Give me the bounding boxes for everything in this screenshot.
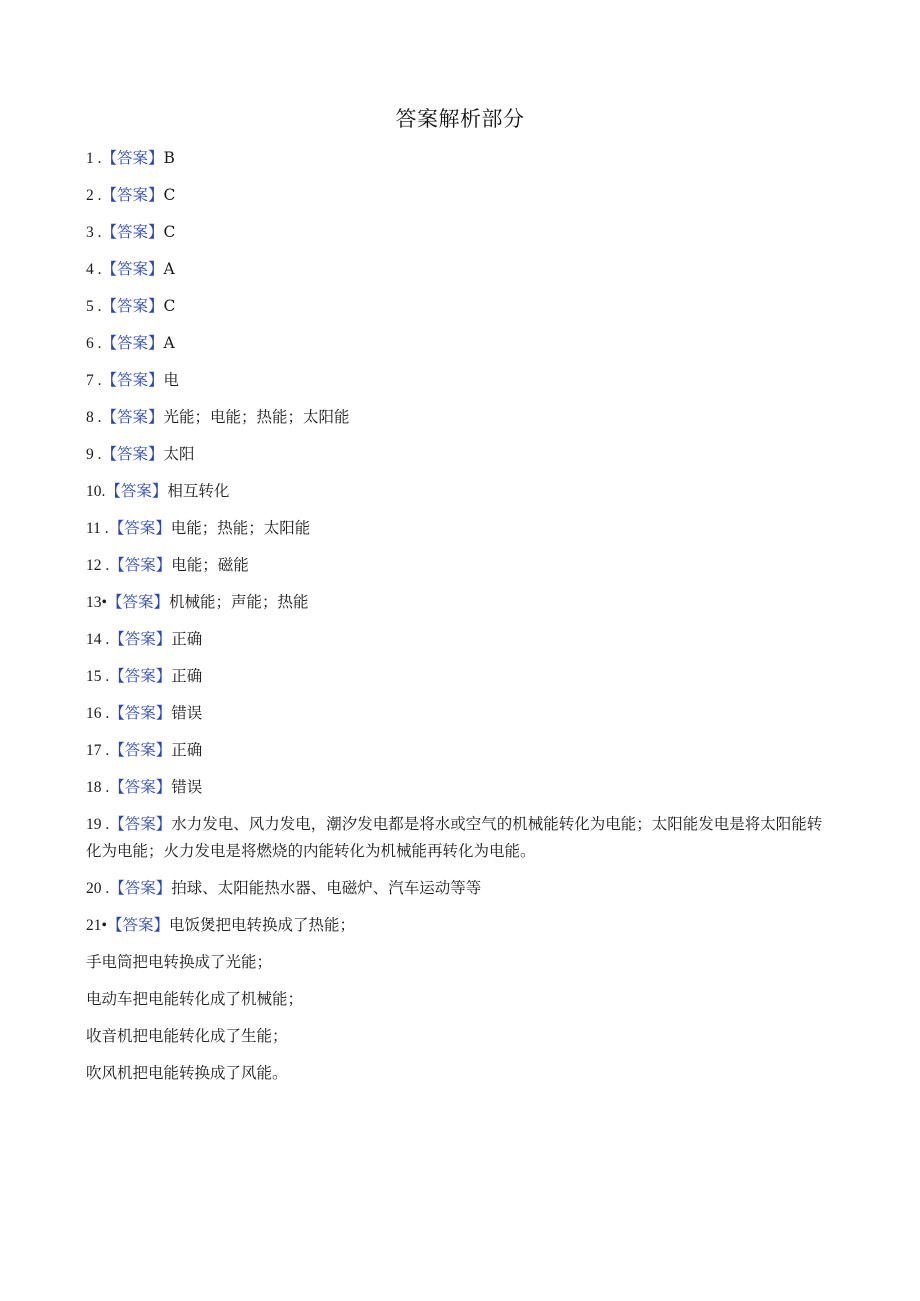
answer-text: 正确 bbox=[171, 667, 203, 685]
answer-text: 正确 bbox=[171, 741, 203, 759]
answer-text: 相互转化 bbox=[167, 482, 230, 500]
answer-label: 【答案】 bbox=[101, 445, 164, 463]
answer-number: 6 . bbox=[86, 335, 102, 352]
answer-item bbox=[86, 663, 836, 690]
answer-number: 18 . bbox=[86, 779, 110, 796]
answer-text: C bbox=[163, 186, 176, 204]
answer-label: 【答案】 bbox=[108, 519, 171, 537]
answer-item bbox=[86, 515, 836, 542]
answer-number: 8 . bbox=[86, 409, 102, 426]
answer-list bbox=[86, 145, 836, 1097]
answer-item bbox=[86, 330, 836, 357]
answer-number: 9 . bbox=[86, 446, 102, 463]
answer-item bbox=[86, 626, 836, 653]
answer-number: 2 . bbox=[86, 187, 102, 204]
answer-text: 正确 bbox=[171, 630, 203, 648]
answer-item bbox=[86, 367, 836, 394]
answer-item bbox=[86, 441, 836, 468]
answer-label: 【答案】 bbox=[101, 297, 164, 315]
answer-text: 太阳 bbox=[163, 445, 195, 463]
answer-number: 3 . bbox=[86, 224, 102, 241]
answer-item bbox=[86, 811, 836, 865]
answer-label: 【答案】 bbox=[109, 704, 172, 722]
answer-label: 【答案】 bbox=[101, 260, 164, 278]
answer-text: B bbox=[163, 149, 175, 167]
answer-number: 19 . bbox=[86, 816, 110, 833]
answer-item bbox=[86, 404, 836, 431]
answer-item bbox=[86, 256, 836, 283]
continuation-line: 手电筒把电转换成了光能； bbox=[86, 953, 273, 971]
answer-text: 电饭煲把电转换成了热能； bbox=[168, 916, 355, 934]
continuation-line: 吹风机把电能转换成了风能。 bbox=[86, 1064, 288, 1082]
answer-number: 10. bbox=[86, 483, 106, 500]
answer-text: 错误 bbox=[171, 704, 203, 722]
continuation-line: 电动车把电能转化成了机械能； bbox=[86, 990, 304, 1008]
answer-number: 16 . bbox=[86, 705, 110, 722]
answer-item bbox=[86, 182, 836, 209]
answer-number: 12 . bbox=[86, 557, 110, 574]
answer-item bbox=[86, 145, 836, 172]
answer-item bbox=[86, 219, 836, 246]
answer-number: 17 . bbox=[86, 742, 110, 759]
answer-label: 【答案】 bbox=[101, 334, 164, 352]
answer-text: A bbox=[163, 260, 175, 278]
answer-label: 【答案】 bbox=[109, 630, 172, 648]
answer-item bbox=[86, 478, 836, 505]
answer-label: 【答案】 bbox=[101, 371, 164, 389]
answer-label: 【答案】 bbox=[109, 667, 172, 685]
answer-number: 20 . bbox=[86, 880, 110, 897]
answer-text: 水力发电、风力发电，潮汐发电都是将水或空气的机械能转化为电能；太阳能发电是将太阳能转化为电能；火力发电是将燃烧的内能转化为机械能再转化为电能。 bbox=[86, 815, 823, 860]
answer-text: C bbox=[163, 297, 176, 315]
answer-item bbox=[86, 700, 836, 727]
answer-label: 【答案】 bbox=[105, 482, 168, 500]
answer-number: 14 . bbox=[86, 631, 110, 648]
answer-label: 【答案】 bbox=[109, 879, 172, 897]
answer-label: 【答案】 bbox=[109, 815, 172, 833]
answer-label: 【答案】 bbox=[101, 223, 164, 241]
answer-number: 11 . bbox=[86, 520, 109, 537]
answer-continuation bbox=[86, 949, 836, 1087]
answer-number: 21• bbox=[86, 917, 107, 934]
answer-label: 【答案】 bbox=[101, 186, 164, 204]
answer-text: 光能；电能；热能；太阳能 bbox=[163, 408, 350, 426]
answer-text: C bbox=[163, 223, 176, 241]
answer-text: 电能；热能；太阳能 bbox=[170, 519, 311, 537]
answer-text: 错误 bbox=[171, 778, 203, 796]
answer-label: 【答案】 bbox=[109, 741, 172, 759]
answer-item bbox=[86, 912, 836, 1087]
answer-item bbox=[86, 774, 836, 801]
answer-item bbox=[86, 737, 836, 764]
answer-number: 4 . bbox=[86, 261, 102, 278]
answer-item bbox=[86, 293, 836, 320]
answer-text: A bbox=[163, 334, 175, 352]
answer-label: 【答案】 bbox=[101, 149, 164, 167]
answer-item bbox=[86, 875, 836, 902]
answer-text: 电能；磁能 bbox=[171, 556, 249, 574]
answer-label: 【答案】 bbox=[109, 778, 172, 796]
page-title: 答案解析部分 bbox=[395, 107, 525, 131]
answer-label: 【答案】 bbox=[106, 593, 169, 611]
answer-item bbox=[86, 589, 836, 616]
answer-text: 机械能；声能；热能 bbox=[168, 593, 309, 611]
answer-item bbox=[86, 552, 836, 579]
answer-text: 电 bbox=[163, 371, 180, 389]
answer-number: 7 . bbox=[86, 372, 102, 389]
answer-number: 13• bbox=[86, 594, 107, 611]
continuation-line: 收音机把电能转化成了生能； bbox=[86, 1027, 288, 1045]
answer-text: 拍球、太阳能热水器、电磁炉、汽车运动等等 bbox=[171, 879, 482, 897]
answer-number: 1 . bbox=[86, 150, 102, 167]
answer-label: 【答案】 bbox=[106, 916, 169, 934]
answer-number: 5 . bbox=[86, 298, 102, 315]
answer-label: 【答案】 bbox=[109, 556, 172, 574]
answer-label: 【答案】 bbox=[101, 408, 164, 426]
answer-number: 15 . bbox=[86, 668, 110, 685]
